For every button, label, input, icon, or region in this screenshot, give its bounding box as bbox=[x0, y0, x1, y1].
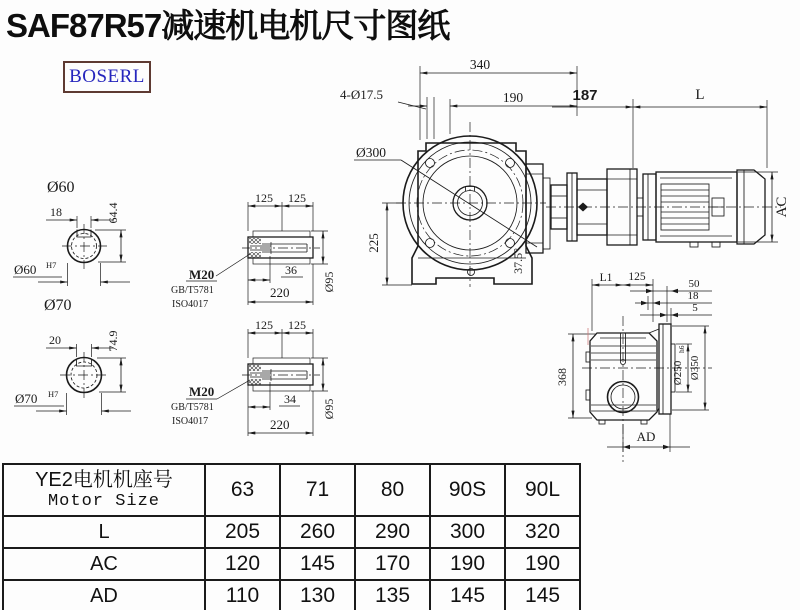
header-motor-size-en: Motor Size bbox=[47, 492, 161, 511]
dim-label-AC: AC bbox=[774, 196, 790, 218]
std-label-iso-bot: ISO4017 bbox=[172, 416, 209, 427]
dim-label-225: 225 bbox=[366, 233, 381, 253]
dim-label-dia60: Ø60 bbox=[47, 179, 75, 196]
dim-label-bore70-tol: H7 bbox=[48, 389, 59, 399]
cell: 120 bbox=[205, 548, 280, 580]
dim-label-749: 74.9 bbox=[106, 330, 120, 352]
row-label: AC bbox=[3, 548, 205, 580]
header-motor-size bbox=[3, 464, 205, 516]
shaft-section-70 bbox=[14, 297, 131, 415]
dim-label-bore70: Ø70 bbox=[15, 391, 38, 406]
dim-label-dia350: Ø350 bbox=[689, 355, 701, 381]
cell: 145 bbox=[505, 580, 580, 610]
brand-logo-text: BOSERL bbox=[69, 66, 145, 87]
cell: 190 bbox=[430, 548, 505, 580]
dim-label-m20-top: M20 bbox=[189, 267, 215, 282]
header-size-71: 71 bbox=[280, 464, 355, 516]
dim-label-125e: 125 bbox=[628, 271, 646, 283]
dim-label-dia70: Ø70 bbox=[44, 297, 72, 314]
table-row-L bbox=[3, 516, 580, 548]
dim-label-18b: 18 bbox=[687, 290, 699, 302]
header-size-90l: 90L bbox=[505, 464, 580, 516]
cell: 145 bbox=[430, 580, 505, 610]
cell: 110 bbox=[205, 580, 280, 610]
row-label: AD bbox=[3, 580, 205, 610]
dim-label-340: 340 bbox=[469, 57, 491, 72]
dim-label-368: 368 bbox=[555, 368, 569, 386]
dim-label-95-bot: Ø95 bbox=[322, 398, 336, 420]
header-size-80: 80 bbox=[355, 464, 430, 516]
cell: 130 bbox=[280, 580, 355, 610]
dim-label-187: 187 bbox=[572, 87, 598, 104]
dim-label-190: 190 bbox=[502, 90, 524, 105]
dim-label-key20: 20 bbox=[49, 333, 61, 347]
dim-label-dia250: Ø250 bbox=[672, 360, 684, 386]
cell: 320 bbox=[505, 516, 580, 548]
dim-label-L: L bbox=[695, 87, 705, 103]
side-view bbox=[546, 87, 790, 247]
dimension-table bbox=[2, 463, 581, 610]
cell: 170 bbox=[355, 548, 430, 580]
dim-label-bore60: Ø60 bbox=[14, 262, 37, 277]
page-title: SAF87R57减速机电机尺寸图纸 bbox=[6, 7, 450, 44]
cell: 135 bbox=[355, 580, 430, 610]
cell: 300 bbox=[430, 516, 505, 548]
dim-label-dia250-tol: h6 bbox=[677, 345, 686, 353]
dim-label-95-top: Ø95 bbox=[322, 271, 336, 293]
dim-label-220-bot: 220 bbox=[270, 417, 290, 432]
cell: 260 bbox=[280, 516, 355, 548]
dim-label-L1: L1 bbox=[599, 272, 613, 284]
cell: 205 bbox=[205, 516, 280, 548]
dim-label-angle: 37.5° bbox=[511, 248, 525, 274]
header-motor-size-cn: YE2电机机座号 bbox=[35, 469, 173, 491]
dim-label-34: 34 bbox=[284, 392, 296, 406]
dim-label-125d: 125 bbox=[288, 318, 306, 332]
dim-label-125a: 125 bbox=[255, 191, 273, 205]
cell: 290 bbox=[355, 516, 430, 548]
dim-label-125c: 125 bbox=[255, 318, 273, 332]
dim-label-50: 50 bbox=[688, 278, 700, 290]
dim-label-holes: 4-Ø17.5 bbox=[340, 87, 383, 102]
hollow-shaft-top bbox=[171, 191, 336, 310]
hollow-shaft-bottom bbox=[171, 318, 336, 436]
header-size-63: 63 bbox=[205, 464, 280, 516]
dim-label-m20-bot: M20 bbox=[189, 384, 215, 399]
header-size-90s: 90S bbox=[430, 464, 505, 516]
shaft-section-60 bbox=[13, 179, 130, 286]
dim-label-bore60-tol: H7 bbox=[46, 260, 57, 270]
std-label-iso-top: ISO4017 bbox=[172, 299, 209, 310]
row-label: L bbox=[3, 516, 205, 548]
dim-label-5: 5 bbox=[692, 302, 698, 314]
std-label-gb-bot: GB/T5781 bbox=[171, 402, 214, 413]
dim-label-644: 64.4 bbox=[106, 202, 120, 224]
dim-label-220-top: 220 bbox=[270, 285, 290, 300]
std-label-gb-top: GB/T5781 bbox=[171, 285, 214, 296]
cell: 145 bbox=[280, 548, 355, 580]
dim-label-AD: AD bbox=[636, 429, 656, 444]
front-view bbox=[340, 57, 577, 287]
table-row-AD bbox=[3, 580, 580, 610]
rear-view bbox=[555, 271, 712, 462]
table-row-AC bbox=[3, 548, 580, 580]
table-header-row bbox=[3, 464, 580, 516]
dim-label-dia300: Ø300 bbox=[356, 145, 386, 160]
cell: 190 bbox=[505, 548, 580, 580]
dim-label-key18: 18 bbox=[50, 205, 62, 219]
dim-label-125b: 125 bbox=[288, 191, 306, 205]
dim-label-36: 36 bbox=[285, 263, 297, 277]
